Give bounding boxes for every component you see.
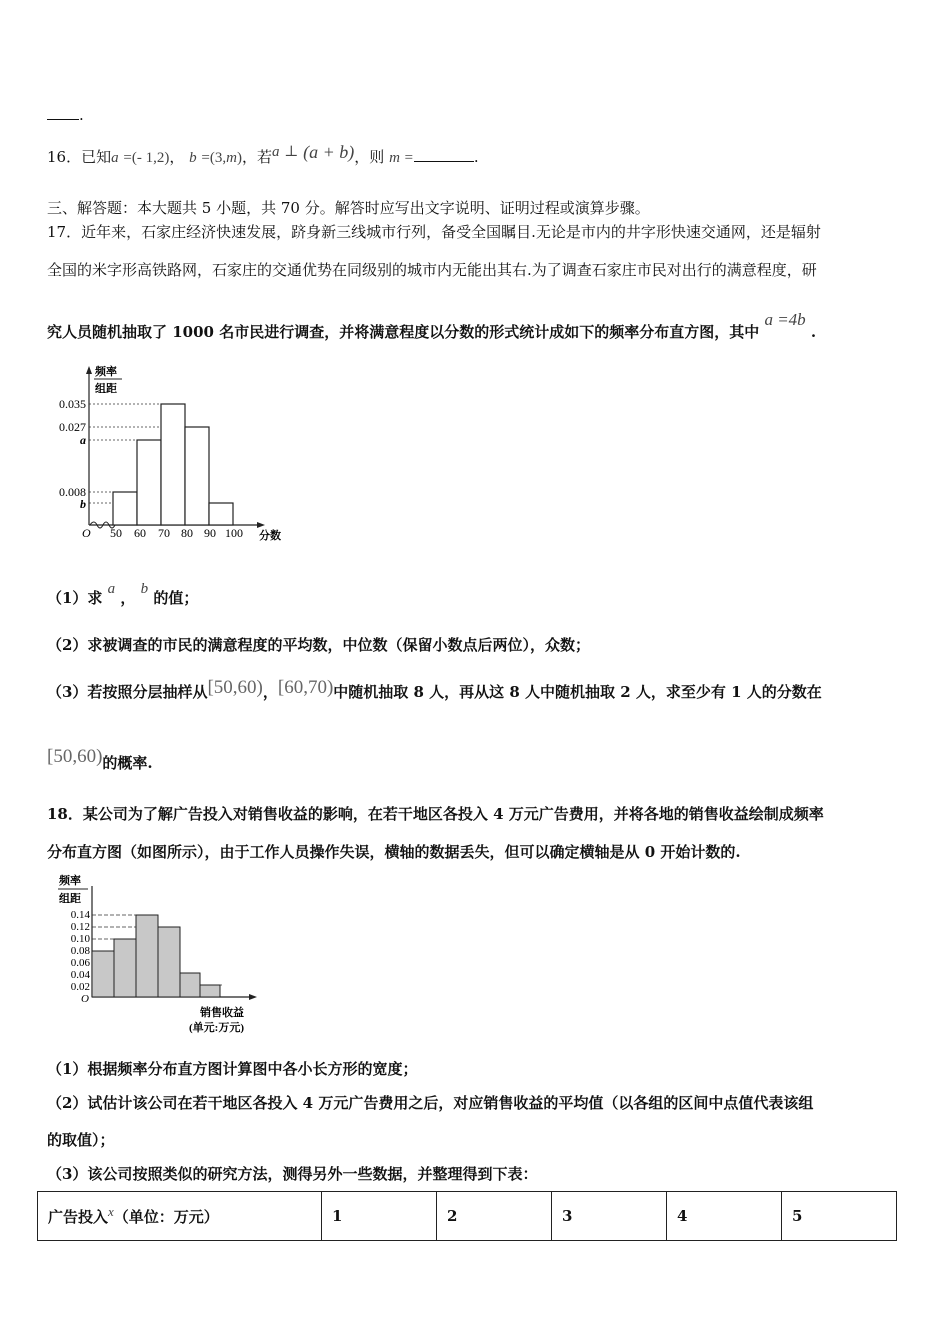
chart1-ylabel-bottom: 组距 — [95, 383, 117, 395]
chart1-bar-90-100 — [209, 503, 233, 525]
table-cell: 3 — [552, 1192, 667, 1241]
chart2-ytick-0.10: 0.10 — [70, 933, 90, 945]
chart1-ytick-0.008: 0.008 — [59, 485, 86, 499]
q17-line-1: 17．近年来，石家庄经济快速发展，跻身新三线城市行列，备受全国瞩目.无论是市内的井字形快速交通网，还是辐射 — [47, 223, 821, 241]
chart1-bar-60-70 — [137, 440, 161, 525]
chart1-ytick-a: a — [80, 433, 86, 447]
chart2-bar-6 — [200, 985, 220, 997]
chart2-ytick-0.02: 0.02 — [70, 981, 90, 993]
table-cell: 4 — [667, 1192, 782, 1241]
chart1-xtick-90: 90 — [204, 526, 216, 540]
chart1-xtick-80: 80 — [181, 526, 193, 540]
chart1-xtick-50: 50 — [110, 526, 122, 540]
chart2-bar-2 — [114, 939, 136, 997]
chart2-ylabel-bottom: 组距 — [59, 893, 81, 905]
q17-sub-3-cont: [50,60)的概率. — [47, 746, 153, 772]
chart1-xlabel: 分数 — [259, 530, 281, 542]
chart1-ytick-b: b — [80, 497, 86, 511]
chart2-bar-1 — [92, 951, 114, 997]
chart2-ytick-0.12: 0.12 — [70, 921, 90, 933]
q17-line-2: 全国的米字形高铁路网，石家庄的交通优势在同级别的城市内无能出其右.为了调查石家庄市民对出行的满意程度，研 — [47, 261, 817, 279]
chart2-bar-5 — [180, 973, 200, 997]
q15-answer-blank: . — [47, 106, 84, 124]
chart1-ytick-0.035: 0.035 — [59, 397, 86, 411]
table-header-cell: 广告投入x（单位：万元） — [38, 1192, 322, 1241]
chart2-bar-3 — [136, 915, 158, 997]
table-row — [38, 1192, 897, 1241]
q18-line-2: 分布直方图（如图所示），由于工作人员操作失误，横轴的数据丢失，但可以确定横轴是从 0 开始计数的. — [47, 843, 741, 861]
table-cell: 1 — [322, 1192, 437, 1241]
chart2-ytick-0.14: 0.14 — [70, 909, 90, 921]
table-cell: 2 — [437, 1192, 552, 1241]
q17-sub-1: （1）求 a ， b 的值； — [47, 581, 199, 607]
chart2-origin: O — [81, 993, 89, 1005]
q17-line-3: 究人员随机抽取了 1000 名市民进行调查，并将满意程度以分数的形式统计成如下的频率分布直方图，其中 a =4b . — [47, 310, 817, 341]
chart1-xtick-70: 70 — [158, 526, 170, 540]
chart2-xlabel: 销售收益 — [200, 1007, 244, 1019]
chart1-xtick-60: 60 — [134, 526, 146, 540]
chart2-bar-4 — [158, 927, 180, 997]
histogram-sales-revenue — [52, 872, 272, 1037]
q18-line-1: 18．某公司为了解广告投入对销售收益的影响，在若干地区各投入 4 万元广告费用，并将各地的销售收益绘制成频率 — [47, 805, 824, 823]
q18-sub-2-cont: 的取值）； — [47, 1131, 115, 1149]
chart1-ylabel-top: 频率 — [95, 366, 117, 378]
chart1-bar-80-90 — [185, 427, 209, 525]
q18-sub-3: （3）该公司按照类似的研究方法，测得另外一些数据，并整理得到下表： — [47, 1165, 538, 1183]
chart2-ylabel-top: 频率 — [59, 875, 81, 887]
chart2-ytick-0.04: 0.04 — [70, 969, 90, 981]
chart2-ytick-0.06: 0.06 — [70, 957, 90, 969]
chart1-ytick-0.027: 0.027 — [59, 420, 86, 434]
section-3-header: 三、解答题：本大题共 5 小题，共 70 分。解答时应写出文字说明、证明过程或演算步骤。 — [47, 199, 650, 217]
q17-sub-3: （3）若按照分层抽样从[50,60)，[60,70)中随机抽取 8 人，再从这 8 人中随机抽取 2 人，求至少有 1 人的分数在 — [47, 677, 822, 701]
chart2-xunit: (单元:万元) — [189, 1022, 244, 1034]
chart2-ytick-0.08: 0.08 — [70, 945, 90, 957]
q18-sub-2: （2）试估计该公司在若干地区各投入 4 万元广告费用之后，对应销售收益的平均值（以各组的区间中点值代表该组 — [47, 1094, 814, 1112]
question-16: 16．已知a =(- 1,2)， b =(3,m)，若a ⊥ (a + b)，则 m = . — [47, 142, 479, 166]
chart1-origin: O — [82, 526, 91, 540]
ad-investment-table — [37, 1191, 897, 1241]
q18-sub-1: （1）根据频率分布直方图计算图中各小长方形的宽度； — [47, 1060, 418, 1078]
q16-answer-blank — [414, 161, 474, 162]
chart1-bar-50-60 — [113, 492, 137, 525]
histogram-satisfaction — [50, 365, 285, 550]
chart1-bar-70-80 — [161, 404, 185, 525]
q17-sub-2: （2）求被调查的市民的满意程度的平均数，中位数（保留小数点后两位），众数； — [47, 636, 590, 654]
table-cell: 5 — [782, 1192, 897, 1241]
chart1-xtick-100: 100 — [225, 526, 243, 540]
